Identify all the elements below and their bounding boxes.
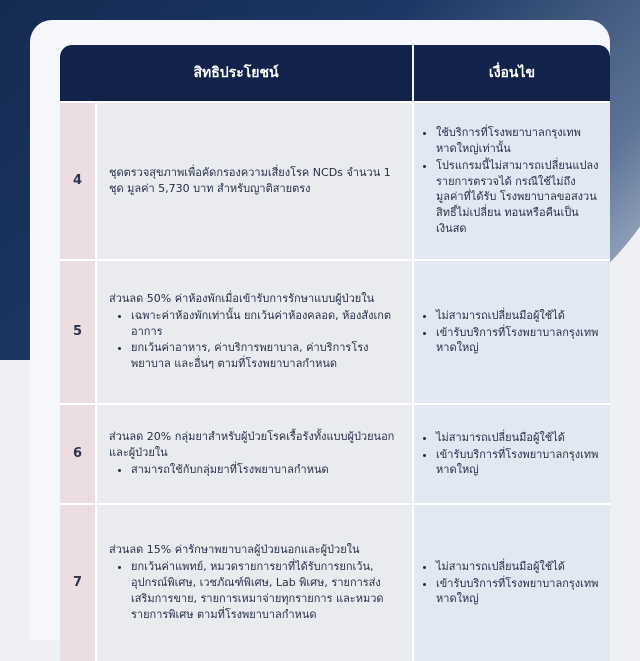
benefits-table: [60, 45, 610, 661]
benefit-cell: [96, 404, 413, 504]
row-number: 7: [60, 504, 96, 661]
condition-item: • ไม่สามารถเปลี่ยนมือผู้ใช้ได้: [436, 430, 602, 446]
condition-list: [426, 559, 602, 608]
condition-item: • ใช้บริการที่โรงพยาบาลกรุงเทพหาดใหญ่เท่านั้น: [436, 125, 602, 157]
condition-item: • ไม่สามารถเปลี่ยนมือผู้ใช้ได้: [436, 308, 602, 324]
benefit-bullet-list: [109, 308, 402, 373]
benefit-cell: [96, 504, 413, 661]
condition-list: [426, 430, 602, 479]
table-row: [60, 504, 610, 661]
table-row: [60, 404, 610, 504]
benefit-text: ชุดตรวจสุขภาพเพื่อคัดกรองความเสี่ยงโรค NCDs จำนวน 1 ชุด มูลค่า 5,730 บาท สำหรับญาติสายตรง: [109, 166, 391, 195]
condition-cell: [413, 102, 610, 260]
benefit-text: ส่วนลด 50% ค่าห้องพักเมื่อเข้ารับการรักษาแบบผู้ป่วยใน: [109, 291, 375, 305]
benefit-cell: [96, 102, 413, 260]
benefit-bullet: • ยกเว้นค่าแพทย์, หมวดรายการยาที่ได้รับการยกเว้น, อุปกรณ์พิเศษ, เวชภัณฑ์พิเศษ, Lab พิเศษ, รายการส่งเสริมการขาย, รายการเหมาจ่ายทุกรายการ และหมวดรายการพิเศษ ตามที่โรงพยาบาลกำหนด: [131, 559, 402, 623]
header-condition: เงื่อนไข: [413, 45, 610, 102]
benefit-text: ส่วนลด 20% กลุ่มยาสำหรับผู้ป่วยโรคเรื้อรังทั้งแบบผู้ป่วยนอกและผู้ป่วยใน: [109, 430, 395, 460]
table-header-row: [60, 45, 610, 102]
row-number: 5: [60, 260, 96, 404]
condition-cell: [413, 260, 610, 404]
benefit-bullet-list: [109, 559, 402, 623]
condition-item: • โปรแกรมนี้ไม่สามารถเปลี่ยนแปลงรายการตรวจได้ กรณีใช้ไม่ถึงมูลค่าที่ได้รับ โรงพยาบาลขอสงวนสิทธิ์ไม่เปลี่ยน ทอนหรือคืนเป็นเงินสด: [436, 158, 602, 238]
benefit-cell: [96, 260, 413, 404]
table-row: [60, 102, 610, 260]
row-number: 6: [60, 404, 96, 504]
row-number: 4: [60, 102, 96, 260]
condition-cell: [413, 404, 610, 504]
benefit-bullet-list: [109, 462, 402, 478]
condition-item: • ไม่สามารถเปลี่ยนมือผู้ใช้ได้: [436, 559, 602, 575]
condition-list: [426, 125, 602, 238]
benefit-bullet: • สามารถใช้กับกลุ่มยาที่โรงพยาบาลกำหนด: [131, 462, 402, 478]
benefit-bullet: • เฉพาะค่าห้องพักเท่านั้น ยกเว้นค่าห้องคลอด, ห้องสังเกตอาการ: [131, 308, 402, 340]
benefit-text: ส่วนลด 15% ค่ารักษาพยาบาลผู้ป่วยนอกและผู้ป่วยใน: [109, 543, 360, 557]
condition-item: • เข้ารับบริการที่โรงพยาบาลกรุงเทพหาดใหญ่: [436, 576, 602, 608]
condition-list: [426, 308, 602, 357]
table-row: [60, 260, 610, 404]
condition-cell: [413, 504, 610, 661]
condition-item: • เข้ารับบริการที่โรงพยาบาลกรุงเทพหาดใหญ่: [436, 325, 602, 357]
condition-item: • เข้ารับบริการที่โรงพยาบาลกรุงเทพหาดใหญ่: [436, 447, 602, 479]
benefit-bullet: • ยกเว้นค่าอาหาร, ค่าบริการพยาบาล, ค่าบริการโรงพยาบาล และอื่นๆ ตามที่โรงพยาบาลกำหนด: [131, 340, 402, 372]
header-benefit: สิทธิประโยชน์: [60, 45, 413, 102]
